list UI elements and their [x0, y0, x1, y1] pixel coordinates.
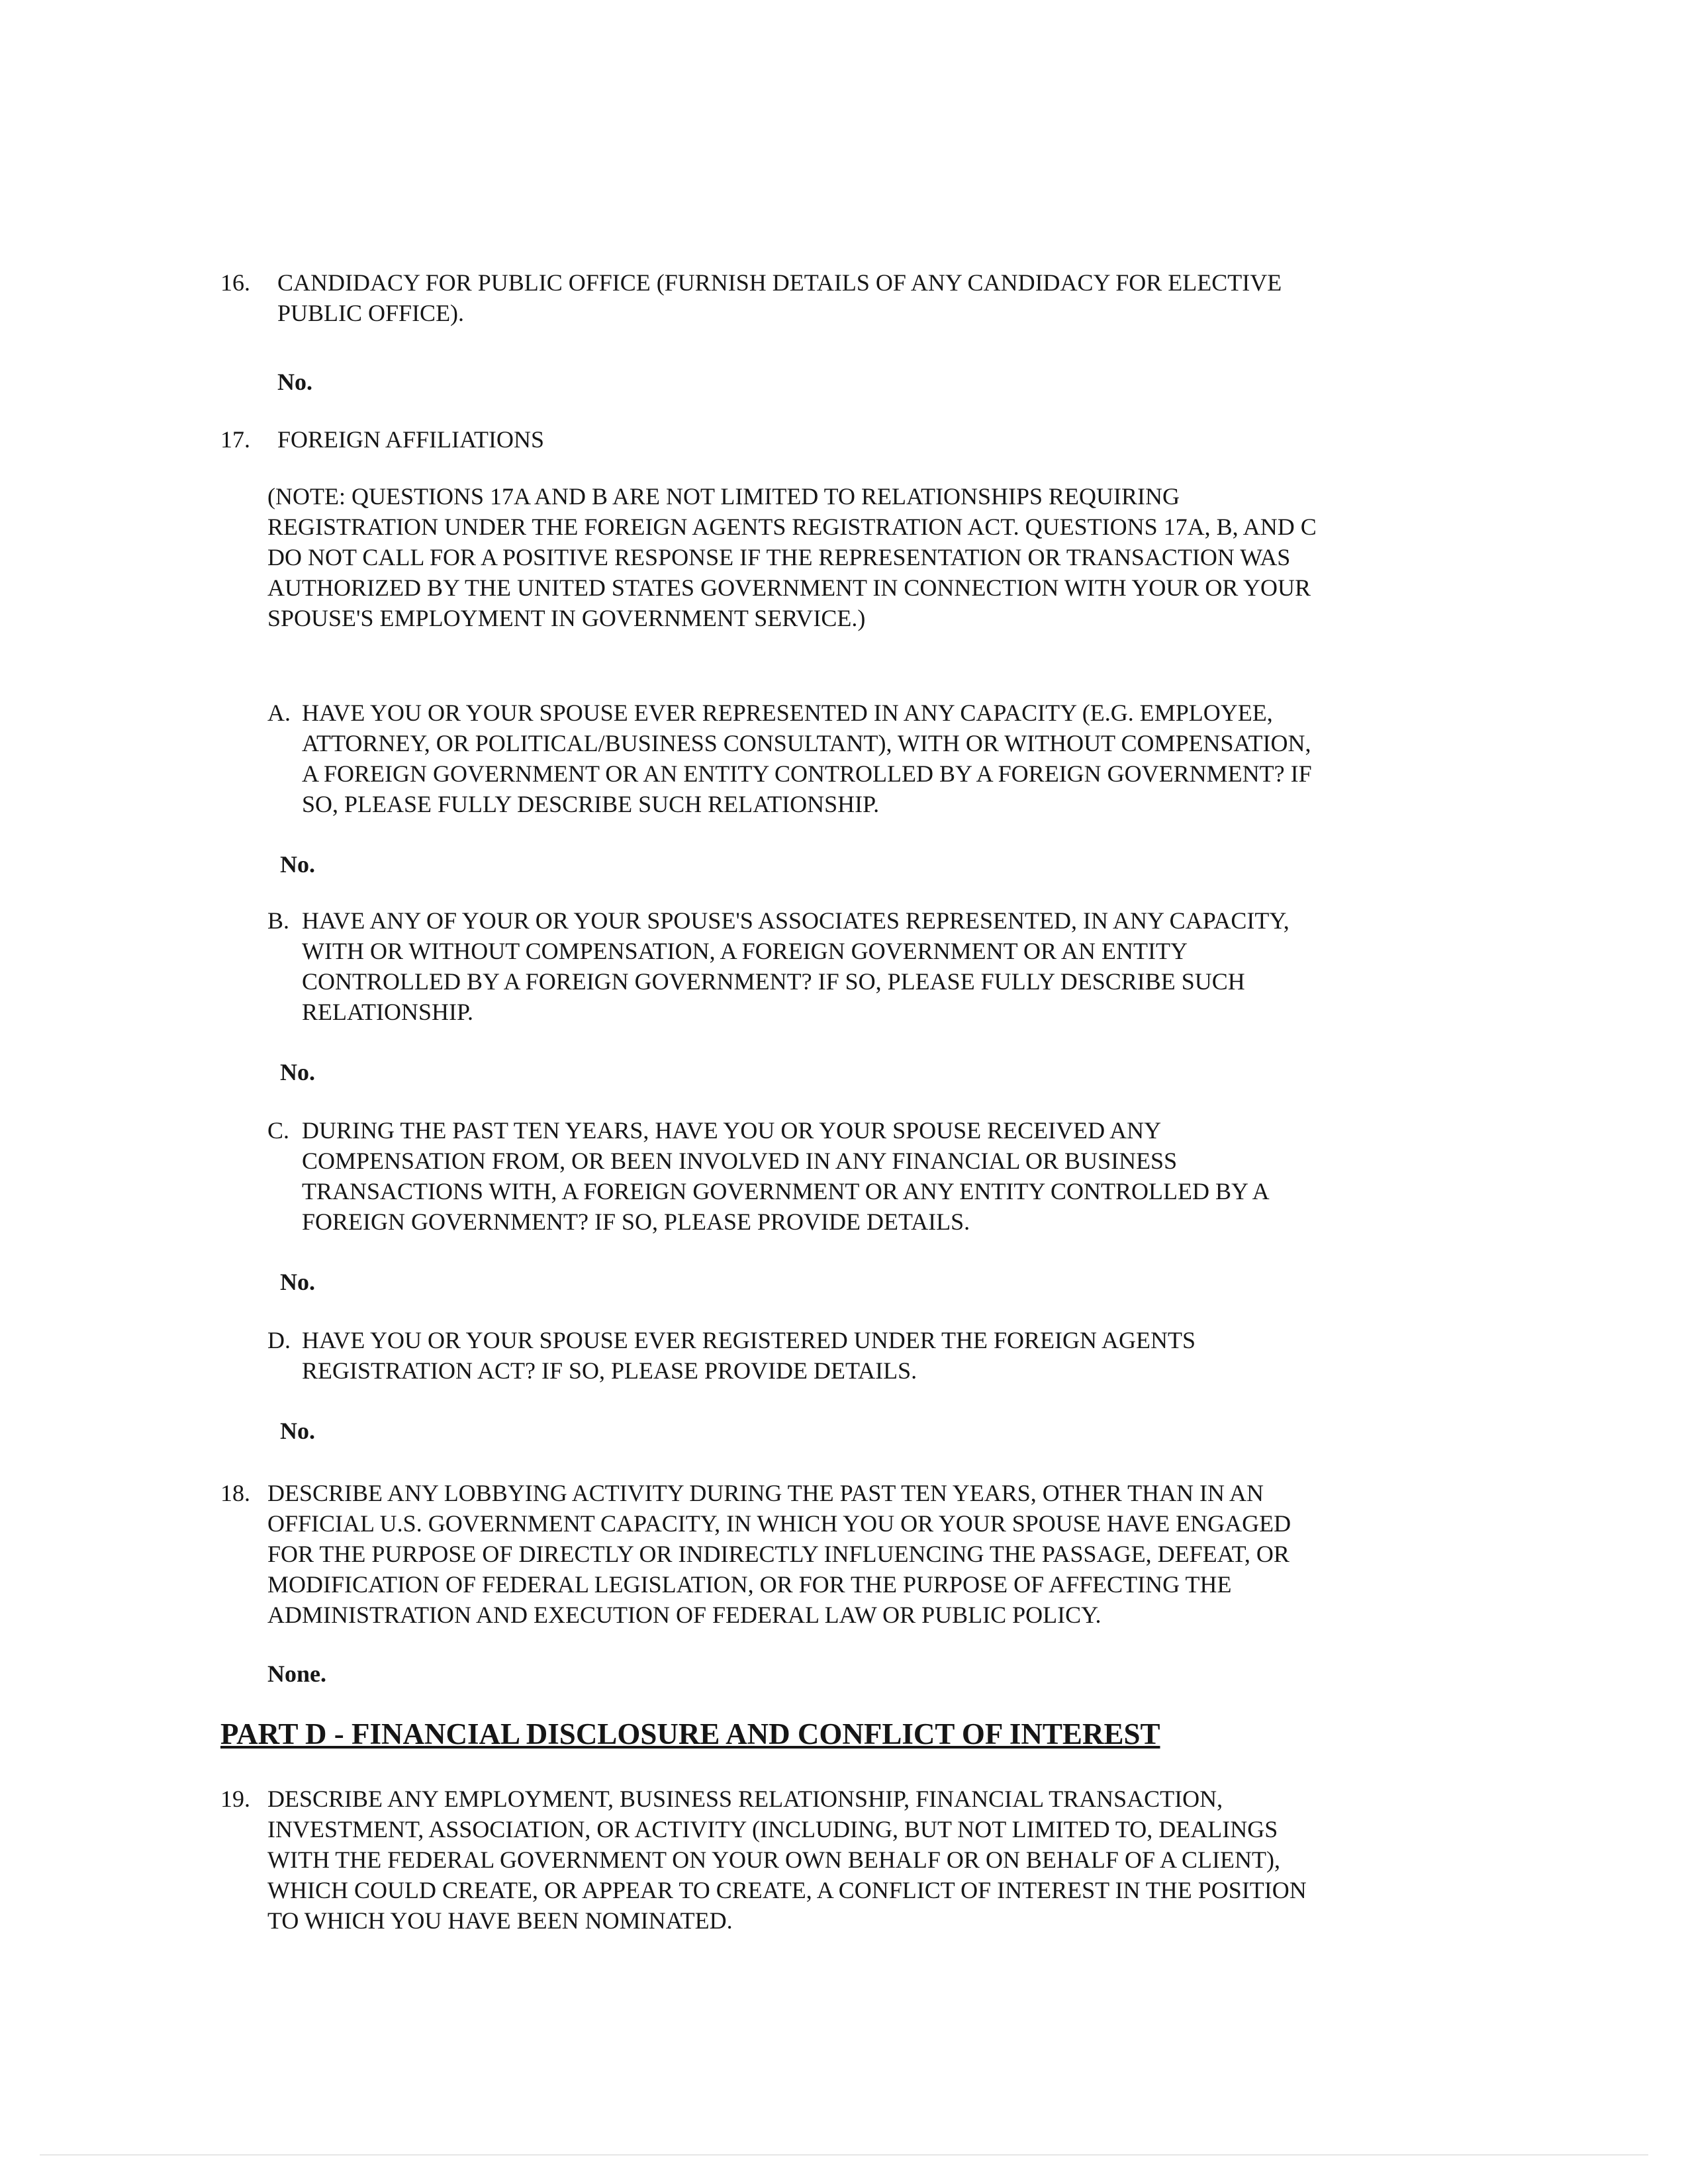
text-line: PUBLIC OFFICE).	[277, 300, 465, 326]
text-line: TRANSACTIONS WITH, A FOREIGN GOVERNMENT OR ANY ENTITY CONTROLLED BY A	[302, 1178, 1270, 1205]
text-line: COMPENSATION FROM, OR BEEN INVOLVED IN ANY FINANCIAL OR BUSINESS	[302, 1148, 1178, 1174]
item-number: D.	[267, 1327, 291, 1353]
item-number: A.	[267, 700, 291, 726]
text-line: FOREIGN AFFILIATIONS	[277, 426, 545, 453]
item-number: 19.	[220, 1786, 250, 1812]
question-text	[277, 424, 544, 455]
text-line: ADMINISTRATION AND EXECUTION OF FEDERAL LAW OR PUBLIC POLICY.	[267, 1602, 1102, 1628]
text-line: WITH THE FEDERAL GOVERNMENT ON YOUR OWN BEHALF OR ON BEHALF OF A CLIENT),	[267, 1846, 1280, 1873]
text-line: (NOTE: QUESTIONS 17A AND B ARE NOT LIMITED TO RELATIONSHIPS REQUIRING	[267, 483, 1180, 510]
text-line: SPOUSE'S EMPLOYMENT IN GOVERNMENT SERVICE.)	[267, 605, 866, 631]
text-line: OFFICIAL U.S. GOVERNMENT CAPACITY, IN WHICH YOU OR YOUR SPOUSE HAVE ENGAGED	[267, 1510, 1291, 1537]
answer-text: No.	[280, 1418, 315, 1444]
text-line: DESCRIBE ANY LOBBYING ACTIVITY DURING THE PAST TEN YEARS, OTHER THAN IN AN	[267, 1480, 1264, 1506]
text-line: AUTHORIZED BY THE UNITED STATES GOVERNMENT IN CONNECTION WITH YOUR OR YOUR	[267, 574, 1311, 601]
answer-text: No.	[280, 1059, 315, 1085]
question-text	[267, 1784, 1307, 1936]
text-line: REGISTRATION UNDER THE FOREIGN AGENTS REGISTRATION ACT. QUESTIONS 17A, B, AND C	[267, 514, 1317, 540]
text-line: A FOREIGN GOVERNMENT OR AN ENTITY CONTROLLED BY A FOREIGN GOVERNMENT? IF	[302, 760, 1312, 787]
item-number: 18.	[220, 1480, 250, 1506]
text-line: DESCRIBE ANY EMPLOYMENT, BUSINESS RELATIONSHIP, FINANCIAL TRANSACTION,	[267, 1786, 1223, 1812]
text-line: HAVE YOU OR YOUR SPOUSE EVER REPRESENTED IN ANY CAPACITY (E.G. EMPLOYEE,	[302, 700, 1273, 726]
item-number: C.	[267, 1117, 290, 1144]
text-line: MODIFICATION OF FEDERAL LEGISLATION, OR FOR THE PURPOSE OF AFFECTING THE	[267, 1571, 1232, 1598]
answer-text: No.	[280, 1269, 315, 1295]
text-line: TO WHICH YOU HAVE BEEN NOMINATED.	[267, 1907, 733, 1934]
note-paragraph	[267, 481, 1317, 633]
part-d-heading: PART D - FINANCIAL DISCLOSURE AND CONFLICT OF INTEREST	[220, 1717, 1160, 1751]
text-line: HAVE ANY OF YOUR OR YOUR SPOUSE'S ASSOCIATES REPRESENTED, IN ANY CAPACITY,	[302, 907, 1289, 934]
text-line: SO, PLEASE FULLY DESCRIBE SUCH RELATIONSHIP.	[302, 791, 880, 817]
text-line: CONTROLLED BY A FOREIGN GOVERNMENT? IF SO, PLEASE FULLY DESCRIBE SUCH	[302, 968, 1245, 995]
page-bottom-edge	[40, 2154, 1648, 2156]
answer-text: None.	[267, 1661, 326, 1687]
answer-text: No.	[277, 369, 312, 395]
question-text	[277, 267, 1282, 328]
text-line: WHICH COULD CREATE, OR APPEAR TO CREATE, A CONFLICT OF INTEREST IN THE POSITION	[267, 1877, 1307, 1903]
item-number: B.	[267, 907, 290, 934]
question-text	[302, 1325, 1196, 1386]
text-line: INVESTMENT, ASSOCIATION, OR ACTIVITY (INCLUDING, BUT NOT LIMITED TO, DEALINGS	[267, 1816, 1278, 1843]
item-number: 16.	[220, 269, 250, 296]
question-text	[302, 1115, 1270, 1237]
question-text	[302, 905, 1289, 1027]
question-text	[267, 1478, 1291, 1630]
text-line: CANDIDACY FOR PUBLIC OFFICE (FURNISH DETAILS OF ANY CANDIDACY FOR ELECTIVE	[277, 269, 1282, 296]
text-line: ATTORNEY, OR POLITICAL/BUSINESS CONSULTANT), WITH OR WITHOUT COMPENSATION,	[302, 730, 1311, 756]
text-line: RELATIONSHIP.	[302, 999, 474, 1025]
text-line: REGISTRATION ACT? IF SO, PLEASE PROVIDE DETAILS.	[302, 1357, 917, 1384]
text-line: HAVE YOU OR YOUR SPOUSE EVER REGISTERED UNDER THE FOREIGN AGENTS	[302, 1327, 1196, 1353]
text-line: DO NOT CALL FOR A POSITIVE RESPONSE IF THE REPRESENTATION OR TRANSACTION WAS	[267, 544, 1291, 570]
item-number: 17.	[220, 426, 250, 453]
text-line: FOREIGN GOVERNMENT? IF SO, PLEASE PROVIDE DETAILS.	[302, 1208, 970, 1235]
text-line: FOR THE PURPOSE OF DIRECTLY OR INDIRECTLY INFLUENCING THE PASSAGE, DEFEAT, OR	[267, 1541, 1289, 1567]
text-line: DURING THE PAST TEN YEARS, HAVE YOU OR YOUR SPOUSE RECEIVED ANY	[302, 1117, 1162, 1144]
answer-text: No.	[280, 851, 315, 878]
text-line: WITH OR WITHOUT COMPENSATION, A FOREIGN GOVERNMENT OR AN ENTITY	[302, 938, 1188, 964]
question-text	[302, 698, 1312, 819]
